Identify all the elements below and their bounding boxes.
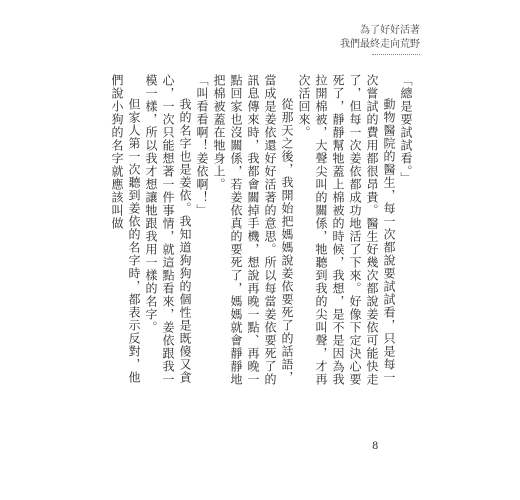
header-title: 為了好好活著 — [360, 25, 420, 36]
dialogue-line: 「叫看看啊！姜依啊！」 — [195, 74, 209, 217]
paragraph: 但家人第一次聽到姜依的名字時，都表示反對，他們說小狗的名字就應該叫做 — [110, 74, 141, 384]
header-divider — [372, 54, 420, 55]
paragraph: 動物醫院的醫生，每一次都說要試試看，只是每一次嘗試的費用都很昂貴。醫生好幾次都說姜依可能快走了，但每一次姜依都成功地活了下來。好像下定決心要死了，靜靜幫牠蓋上棉被的時候，我想，是不是因為我拉開棉被，大聲尖叫的關係，牠聽到我的尖叫聲，才再次活回來。 — [297, 74, 396, 386]
running-header — [340, 24, 420, 52]
page-number: 8 — [372, 441, 379, 452]
paragraph: 從那天之後，我開始把媽媽說姜依要死了的話語，當成是姜依還好好活著的意思。所以每當姜依要死了的訊息傳來時，我都會關掉手機，想說再晚一點、再晚一點回家也沒關係，若姜依真的要死了，媽媽就會靜靜地把棉被蓋在牠身上。 — [212, 74, 294, 386]
header-subtitle: 我們最終走向荒野 — [340, 39, 420, 50]
paragraph: 我的名字也是姜依。我知道狗狗的個性是既傻又貪心，一次只能想著一件事情，就這點看來，姜依跟我一模一樣，所以我才想讓牠跟我用一樣的名字。 — [144, 74, 192, 386]
dialogue-line: 「總是要試試看。」 — [399, 74, 413, 185]
body-text — [110, 74, 414, 390]
